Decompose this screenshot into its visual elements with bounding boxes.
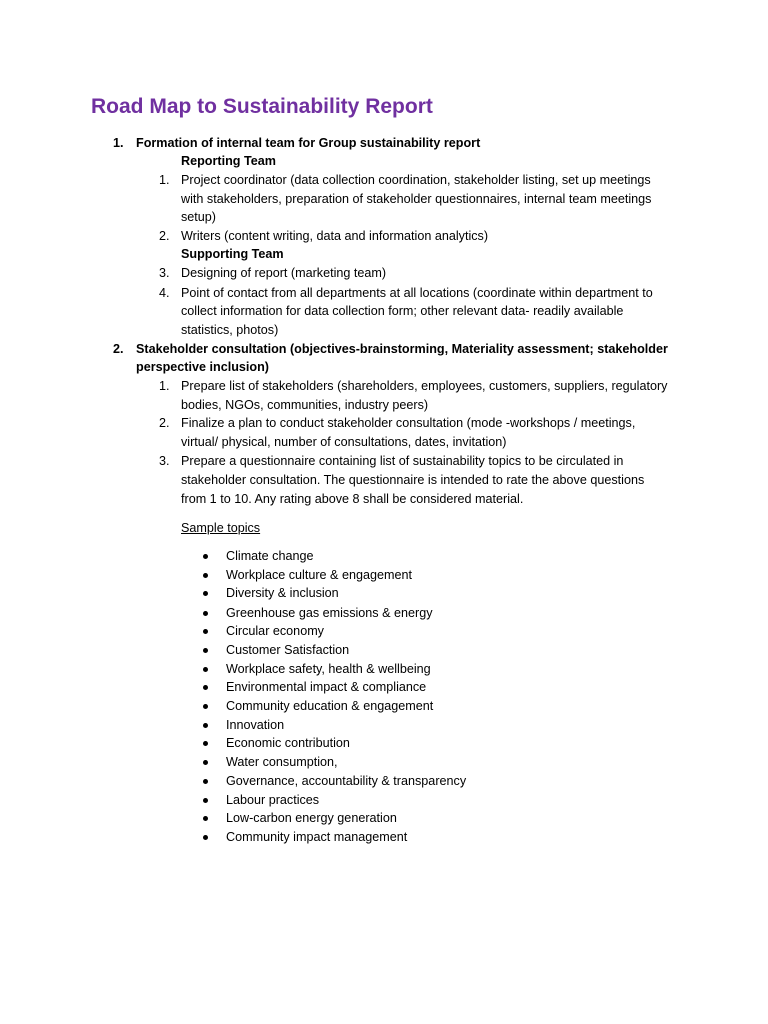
topic-item: Low-carbon energy generation (226, 811, 397, 825)
section-2-heading: Stakeholder consultation (objectives-brainstorming, Materiality assessment; stakeholder (136, 342, 668, 356)
bullet-icon (203, 591, 208, 596)
list-item-text: from 1 to 10. Any rating above 8 shall be considered material. (181, 492, 524, 506)
list-item-text: setup) (181, 210, 217, 224)
bullet-icon (203, 779, 208, 784)
topic-item: Workplace safety, health & wellbeing (226, 662, 431, 676)
bullet-icon (203, 648, 208, 653)
section-1-number: 1. (113, 136, 124, 150)
topic-item: Community education & engagement (226, 699, 434, 713)
list-item-text: Prepare a questionnaire containing list of sustainability topics to be circulated in (181, 454, 624, 468)
bullet-icon (203, 760, 208, 765)
list-item-number: 1. (159, 173, 170, 187)
list-item-text: Writers (content writing, data and information analytics) (181, 229, 489, 243)
topic-item: Circular economy (226, 624, 324, 638)
section-1-heading: Formation of internal team for Group sustainability report (136, 136, 481, 150)
section-2-heading: perspective inclusion) (136, 360, 269, 374)
list-item-number: 1. (159, 379, 170, 393)
list-item-text: Finalize a plan to conduct stakeholder consultation (mode -workshops / meetings, (181, 416, 636, 430)
topic-item: Labour practices (226, 793, 320, 807)
bullet-icon (203, 816, 208, 821)
bullet-icon (203, 611, 208, 616)
topic-item: Innovation (226, 718, 285, 732)
bullet-icon (203, 629, 208, 634)
topic-item: Climate change (226, 549, 314, 563)
sample-topics-label: Sample topics (181, 521, 261, 535)
bullet-icon (203, 704, 208, 709)
topic-item: Community impact management (226, 830, 408, 844)
topic-item: Workplace culture & engagement (226, 568, 412, 582)
bullet-icon (203, 741, 208, 746)
topic-item: Water consumption, (226, 755, 338, 769)
topic-item: Customer Satisfaction (226, 643, 350, 657)
reporting-team-label: Reporting Team (181, 154, 276, 168)
bullet-icon (203, 798, 208, 803)
topic-item: Governance, accountability & transparency (226, 774, 467, 788)
list-item-text: with stakeholders, preparation of stakeholder questionnaires, internal team meetings (181, 192, 652, 206)
list-item-text: Point of contact from all departments at all locations (coordinate within department to (181, 286, 653, 300)
list-item-text: collect information for data collection form; other relevant data- readily available (181, 304, 624, 318)
bullet-icon (203, 723, 208, 728)
bullet-icon (203, 835, 208, 840)
list-item-number: 3. (159, 454, 170, 468)
list-item-text: Prepare list of stakeholders (shareholders, employees, customers, suppliers, regulatory (181, 379, 668, 393)
list-item-number: 2. (159, 229, 170, 243)
list-item-text: Project coordinator (data collection coordination, stakeholder listing, set up meetings (181, 173, 651, 187)
supporting-team-label: Supporting Team (181, 247, 284, 261)
topic-item: Economic contribution (226, 736, 350, 750)
list-item-number: 2. (159, 416, 170, 430)
topic-item: Greenhouse gas emissions & energy (226, 606, 433, 620)
list-item-text: bodies, NGOs, communities, industry peers) (181, 398, 429, 412)
bullet-icon (203, 667, 208, 672)
bullet-icon (203, 573, 208, 578)
section-2-number: 2. (113, 342, 124, 356)
document-title: Road Map to Sustainability Report (91, 95, 433, 118)
list-item-number: 3. (159, 266, 170, 280)
list-item-text: stakeholder consultation. The questionnaire is intended to rate the above questions (181, 473, 645, 487)
list-item-text: Designing of report (marketing team) (181, 266, 387, 280)
bullet-icon (203, 554, 208, 559)
list-item-number: 4. (159, 286, 170, 300)
topic-item: Environmental impact & compliance (226, 680, 427, 694)
bullet-icon (203, 685, 208, 690)
topic-item: Diversity & inclusion (226, 586, 339, 600)
list-item-text: statistics, photos) (181, 323, 279, 337)
list-item-text: virtual/ physical, number of consultations, dates, invitation) (181, 435, 507, 449)
